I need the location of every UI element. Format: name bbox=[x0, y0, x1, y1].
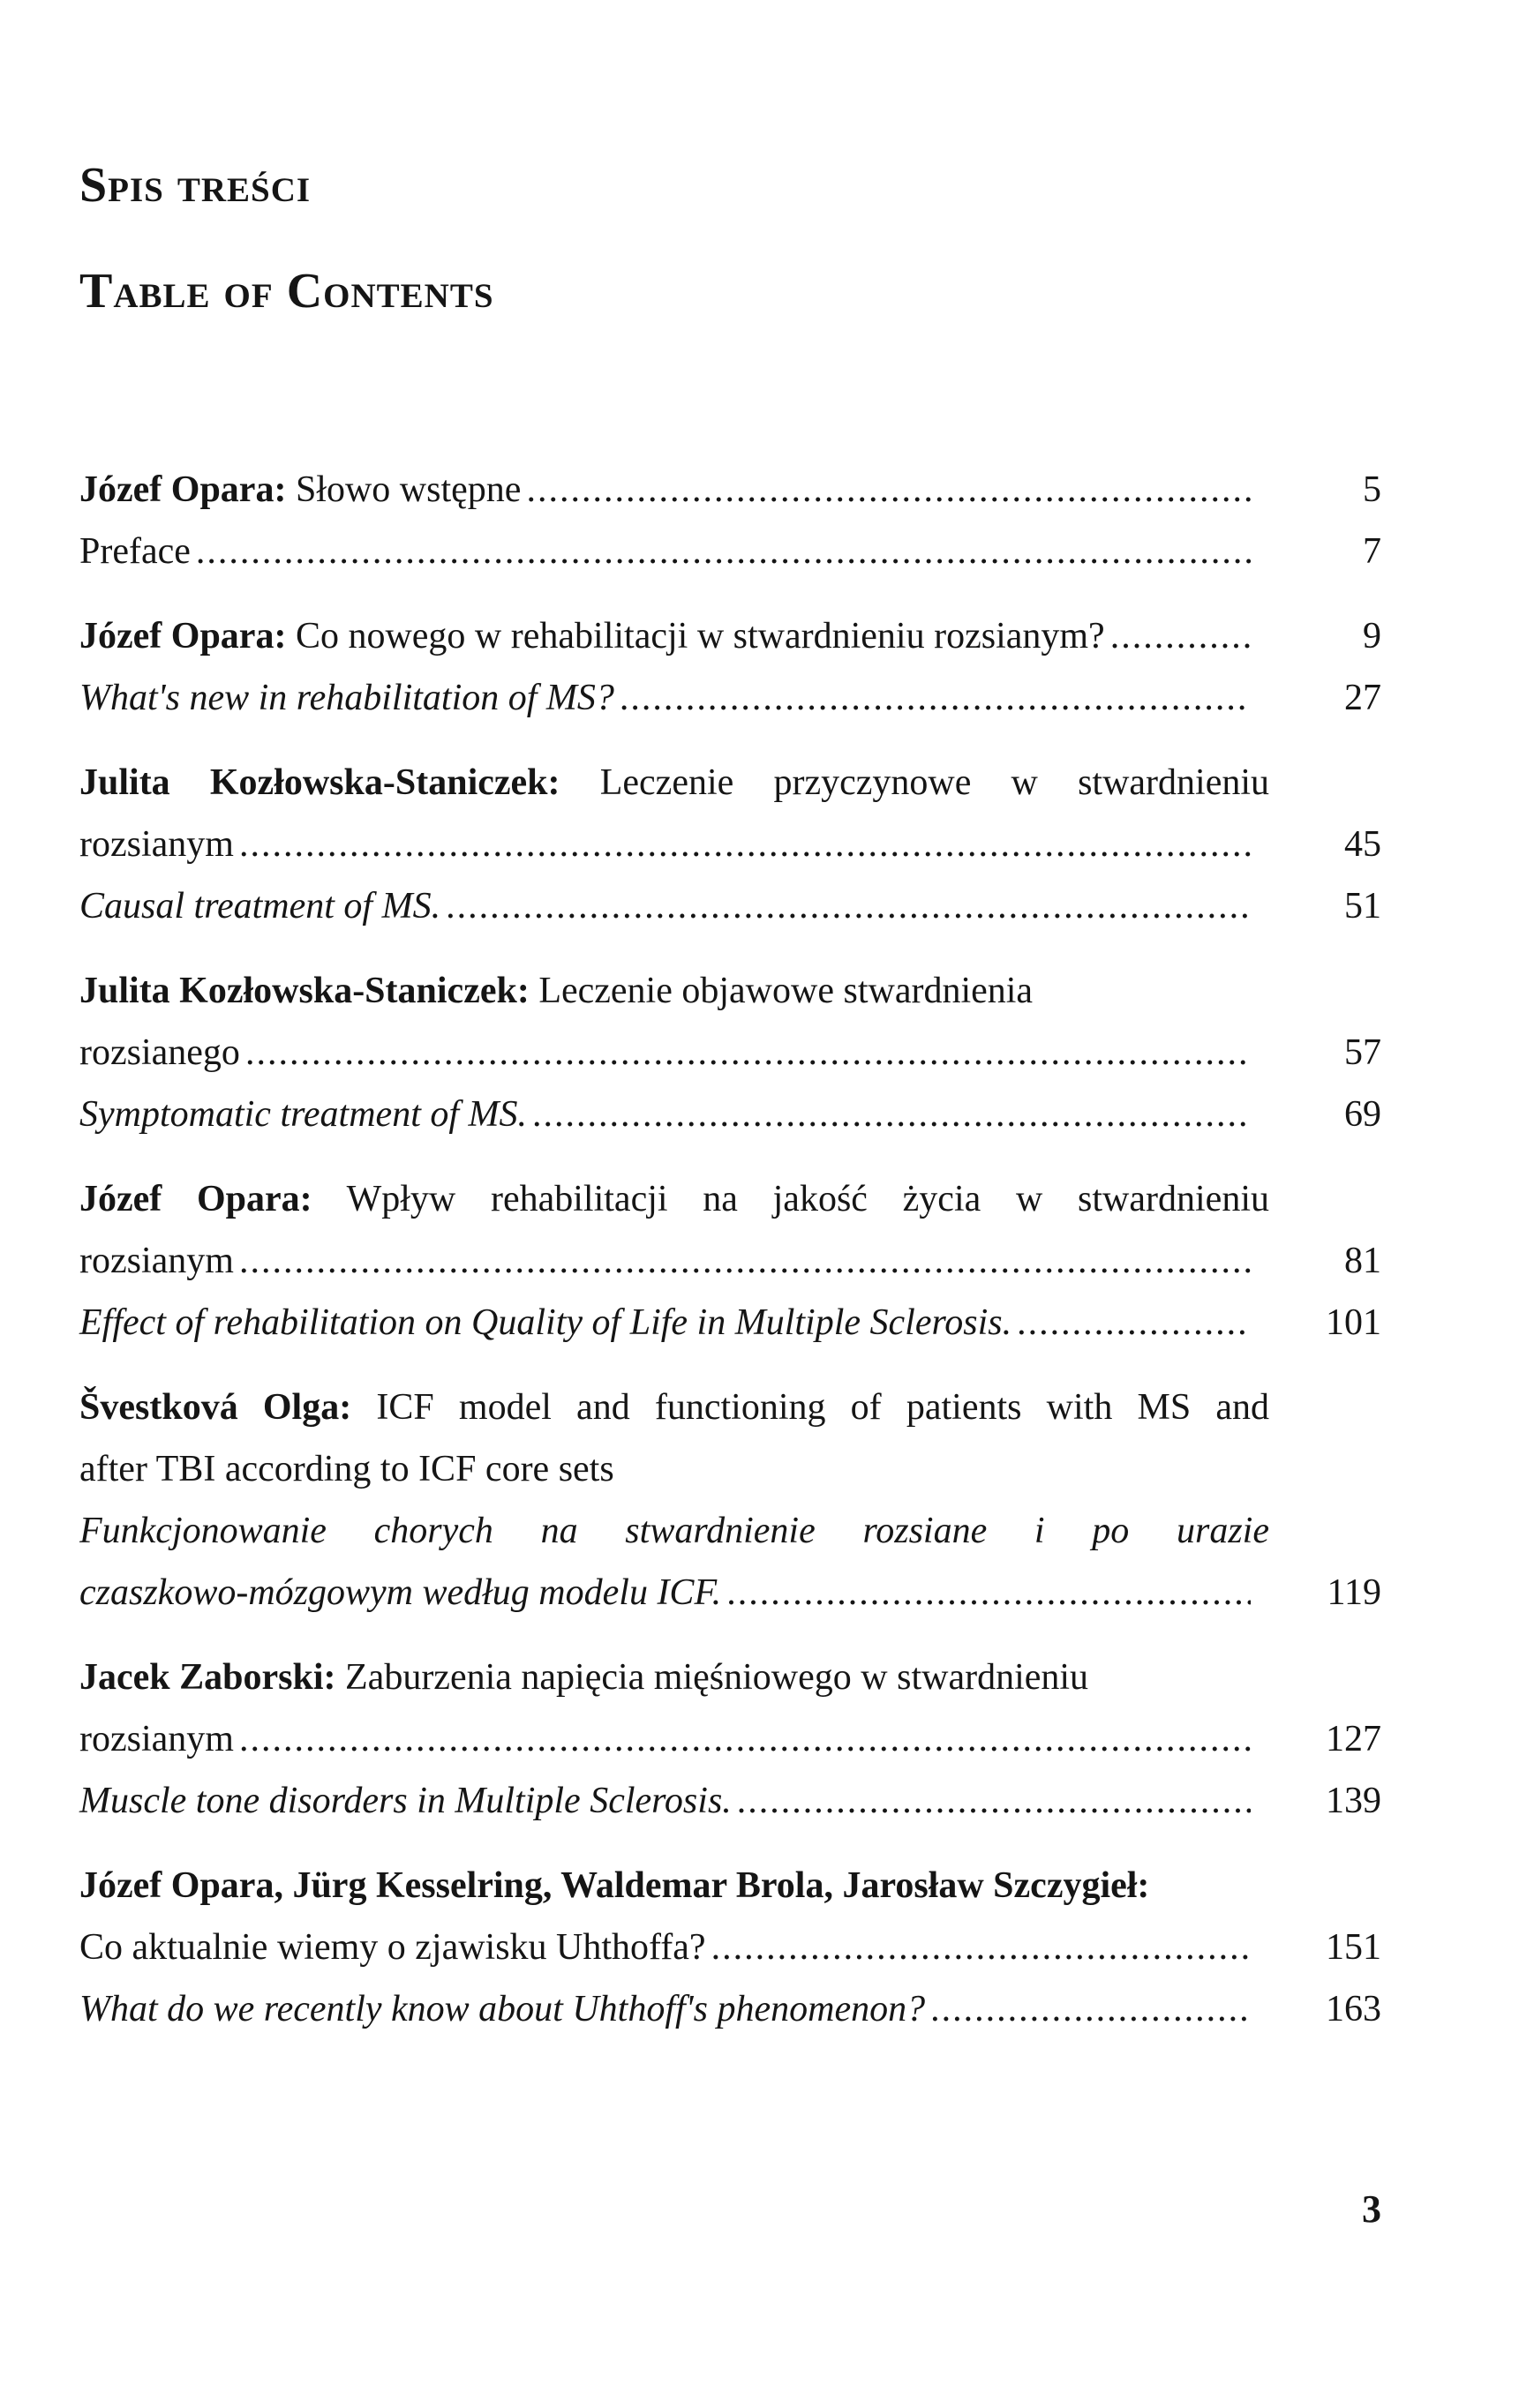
toc-title: rozsianym bbox=[79, 1241, 234, 1281]
toc-title: Słowo wstępne bbox=[295, 469, 522, 510]
toc-page-number: 5 bbox=[1363, 469, 1381, 510]
toc-title: rozsianego bbox=[79, 1032, 240, 1073]
heading-polish: Spis treści bbox=[79, 158, 312, 213]
toc-line[interactable] bbox=[79, 1770, 1381, 1832]
dot-leader bbox=[930, 1978, 1251, 2040]
toc-entry bbox=[79, 1855, 1381, 2040]
dot-leader bbox=[620, 667, 1251, 729]
toc-entry bbox=[79, 459, 1381, 582]
toc-line[interactable] bbox=[79, 1647, 1269, 1708]
dot-leader bbox=[196, 521, 1251, 582]
toc-entry bbox=[79, 605, 1381, 729]
toc-page-number: 127 bbox=[1326, 1719, 1381, 1759]
toc-line[interactable] bbox=[79, 667, 1381, 729]
toc-line[interactable] bbox=[79, 752, 1269, 814]
toc-line[interactable] bbox=[79, 1438, 1269, 1500]
toc-title: rozsianym bbox=[79, 1719, 234, 1759]
toc-title: czaszkowo-mózgowym według modelu ICF. bbox=[79, 1572, 722, 1613]
toc-page-number: 9 bbox=[1363, 616, 1381, 656]
toc-title: rozsianym bbox=[79, 824, 234, 865]
toc-title: after TBI according to ICF core sets bbox=[79, 1449, 614, 1489]
toc-line[interactable] bbox=[79, 1084, 1381, 1145]
toc-page-number: 119 bbox=[1327, 1572, 1381, 1613]
toc-title: Co aktualnie wiemy o zjawisku Uhthoffa? bbox=[79, 1927, 706, 1968]
toc-page-number: 81 bbox=[1344, 1241, 1381, 1281]
dot-leader bbox=[239, 814, 1251, 875]
toc-entry bbox=[79, 960, 1381, 1145]
toc-line[interactable] bbox=[79, 1917, 1381, 1978]
toc-page-number: 45 bbox=[1344, 824, 1381, 865]
dot-leader bbox=[239, 1230, 1251, 1292]
toc-line[interactable] bbox=[79, 1855, 1269, 1917]
toc-line[interactable] bbox=[79, 1708, 1381, 1770]
toc-page-number: 151 bbox=[1326, 1927, 1381, 1968]
toc-page-number: 7 bbox=[1363, 531, 1381, 572]
toc-title: Causal treatment of MS. bbox=[79, 886, 441, 926]
toc-line[interactable] bbox=[79, 1022, 1381, 1084]
dot-leader bbox=[239, 1708, 1251, 1770]
toc-line[interactable] bbox=[79, 1562, 1381, 1624]
toc-line[interactable] bbox=[79, 875, 1381, 937]
toc-title: Leczenie objawowe stwardnienia bbox=[538, 971, 1034, 1011]
toc-title: Zaburzenia napięcia mięśniowego w stwardnieniu bbox=[345, 1657, 1089, 1698]
toc-author: Julita Kozłowska-Staniczek: bbox=[79, 762, 560, 803]
heading-english: Table of Contents bbox=[79, 264, 494, 319]
toc-author: Švestková Olga: bbox=[79, 1387, 352, 1428]
toc-entry bbox=[79, 1647, 1381, 1832]
toc-line[interactable] bbox=[79, 1978, 1381, 2040]
toc-author: Jacek Zaborski: bbox=[79, 1657, 336, 1698]
toc-page-number: 27 bbox=[1344, 678, 1381, 718]
toc-line[interactable] bbox=[79, 1292, 1381, 1354]
toc-page-number: 51 bbox=[1344, 886, 1381, 926]
toc-title: Muscle tone disorders in Multiple Sclerosis. bbox=[79, 1781, 732, 1821]
toc-title: ICF model and functioning of patients with MS and bbox=[376, 1387, 1269, 1428]
toc-page-number: 69 bbox=[1344, 1094, 1381, 1135]
toc-line[interactable] bbox=[79, 605, 1381, 667]
toc-line[interactable] bbox=[79, 1377, 1269, 1438]
toc-line[interactable] bbox=[79, 960, 1269, 1022]
dot-leader bbox=[711, 1917, 1251, 1978]
toc-title: Funkcjonowanie chorych na stwardnienie rozsiane i po urazie bbox=[79, 1511, 1269, 1551]
table-of-contents bbox=[79, 459, 1381, 2063]
toc-author: Julita Kozłowska-Staniczek: bbox=[79, 971, 530, 1011]
toc-entry bbox=[79, 1168, 1381, 1354]
toc-author: Józef Opara: bbox=[79, 469, 287, 510]
page-number: 3 bbox=[1362, 2187, 1381, 2231]
toc-author: Józef Opara: bbox=[79, 616, 287, 656]
toc-title: What's new in rehabilitation of MS? bbox=[79, 678, 614, 718]
toc-title: Symptomatic treatment of MS. bbox=[79, 1094, 528, 1135]
toc-page-number: 101 bbox=[1326, 1302, 1381, 1343]
toc-line[interactable] bbox=[79, 1230, 1381, 1292]
dot-leader bbox=[737, 1770, 1251, 1832]
toc-page-number: 139 bbox=[1326, 1781, 1381, 1821]
toc-entry bbox=[79, 752, 1381, 937]
dot-leader bbox=[1017, 1292, 1251, 1354]
toc-line[interactable] bbox=[79, 1500, 1269, 1562]
toc-title: What do we recently know about Uhthoff's phenomenon? bbox=[79, 1989, 926, 2029]
dot-leader bbox=[526, 459, 1251, 521]
toc-author: Józef Opara: bbox=[79, 1179, 312, 1219]
toc-line[interactable] bbox=[79, 814, 1381, 875]
toc-line[interactable] bbox=[79, 521, 1381, 582]
toc-title: Leczenie przyczynowe w stwardnieniu bbox=[599, 762, 1269, 803]
toc-line[interactable] bbox=[79, 1168, 1269, 1230]
dot-leader bbox=[532, 1084, 1251, 1145]
toc-title: Preface bbox=[79, 531, 191, 572]
toc-page-number: 57 bbox=[1344, 1032, 1381, 1073]
toc-page-number: 163 bbox=[1326, 1989, 1381, 2029]
toc-title: Wpływ rehabilitacji na jakość życia w stwardnieniu bbox=[346, 1179, 1269, 1219]
dot-leader bbox=[1110, 605, 1251, 667]
dot-leader bbox=[726, 1562, 1251, 1624]
toc-title: Effect of rehabilitation on Quality of Life in Multiple Sclerosis. bbox=[79, 1302, 1012, 1343]
dot-leader bbox=[245, 1022, 1251, 1084]
toc-entry bbox=[79, 1377, 1381, 1624]
toc-line[interactable] bbox=[79, 459, 1381, 521]
toc-title: Co nowego w rehabilitacji w stwardnieniu rozsianym? bbox=[295, 616, 1105, 656]
toc-author: Józef Opara, Jürg Kesselring, Waldemar Brola, Jarosław Szczygieł: bbox=[79, 1865, 1150, 1906]
dot-leader bbox=[446, 875, 1251, 937]
